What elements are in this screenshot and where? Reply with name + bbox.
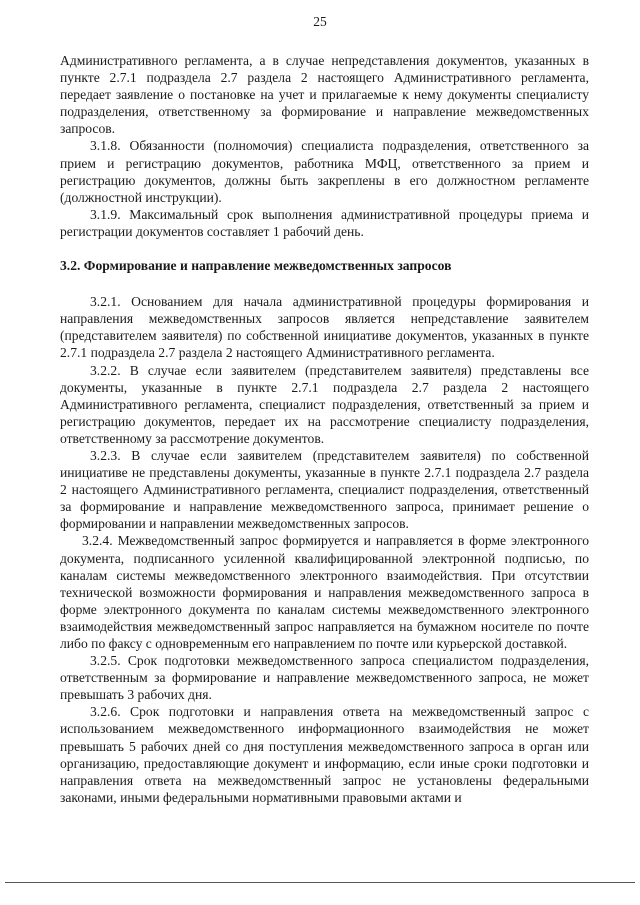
page-bottom-rule [5,882,635,883]
paragraph-3-1-8: 3.1.8. Обязанности (полномочия) специалиста подразделения, ответственного за прием и регистрацию документов, работника МФЦ, ответственного за прием и регистрацию документов, должны быть закреплены в его должностном регламенте (должностной инструкции). [60,138,589,205]
section-heading: 3.2. Формирование и направление межведомственных запросов [60,258,452,274]
document-body [60,52,589,806]
paragraph-3-2-6: 3.2.6. Срок подготовки и направления ответа на межведомственный запрос с использованием межведомственного информационного взаимодействия не может превышать 5 рабочих дней со дня поступления межведомственного запроса в орган или организацию, предоставляющие документ и информацию, если иные сроки подготовки и направления ответа на межведомственный запрос не установлены федеральными законами, иными федеральными нормативными правовыми актами и [60,704,589,805]
paragraph-3-2-1: 3.2.1. Основанием для начала административной процедуры формирования и направления межведомственных запросов является непредставление заявителем (представителем заявителя) по собственной инициативе документов, указанных в пункте 2.7.1 подраздела 2.7 раздела 2 настоящего Административного регламента. [60,294,589,361]
paragraph: Административного регламента, а в случае непредставления документов, указанных в пункте 2.7.1 подраздела 2.7 раздела 2 настоящего Административного регламента, передает заявление о постановке на учет и прилагаемые к нему документы специалисту подразделения, ответственному за формирование и направление межведомственных запросов. [60,53,589,137]
paragraph-3-1-9: 3.1.9. Максимальный срок выполнения административной процедуры приема и регистрации документов составляет 1 рабочий день. [60,206,589,239]
paragraph-3-2-2: 3.2.2. В случае если заявителем (представителем заявителя) представлены все документы, указанные в пункте 2.7.1 подраздела 2.7 раздела 2 настоящего Административного регламента, специалист подразделения, ответственный за прием и регистрацию документов, передает их на рассмотрение специалисту подразделения, ответственному за рассмотрение документов. [60,362,589,446]
paragraph-3-2-4: 3.2.4. Межведомственный запрос формируется и направляется в форме электронного документа, подписанного усиленной квалифицированной электронной подписью, по каналам системы межведомственного электронного взаимодействия. При отсутствии технической возможности формирования и направления межведомственного запроса в форме электронного документа по каналам системы межведомственного электронного взаимодействия межведомственный запрос направляется на бумажном носителе по почте либо по факсу с одновременным его направлением по почте или курьерской доставкой. [60,533,589,651]
paragraph-3-2-5: 3.2.5. Срок подготовки межведомственного запроса специалистом подразделения, ответственным за формирование и направление межведомственного запроса, не может превышать 3 рабочих дня. [60,653,589,703]
page-number: 25 [313,14,327,29]
paragraph-3-2-3: 3.2.3. В случае если заявителем (представителем заявителя) по собственной инициативе не представлены документы, указанные в пункте 2.7.1 подраздела 2.7 раздела 2 настоящего Административного регламента, специалист подразделения, ответственный за формирование и направление межведомственного запроса, принимает решение о формировании и направлении межведомственных запросов. [60,447,589,532]
